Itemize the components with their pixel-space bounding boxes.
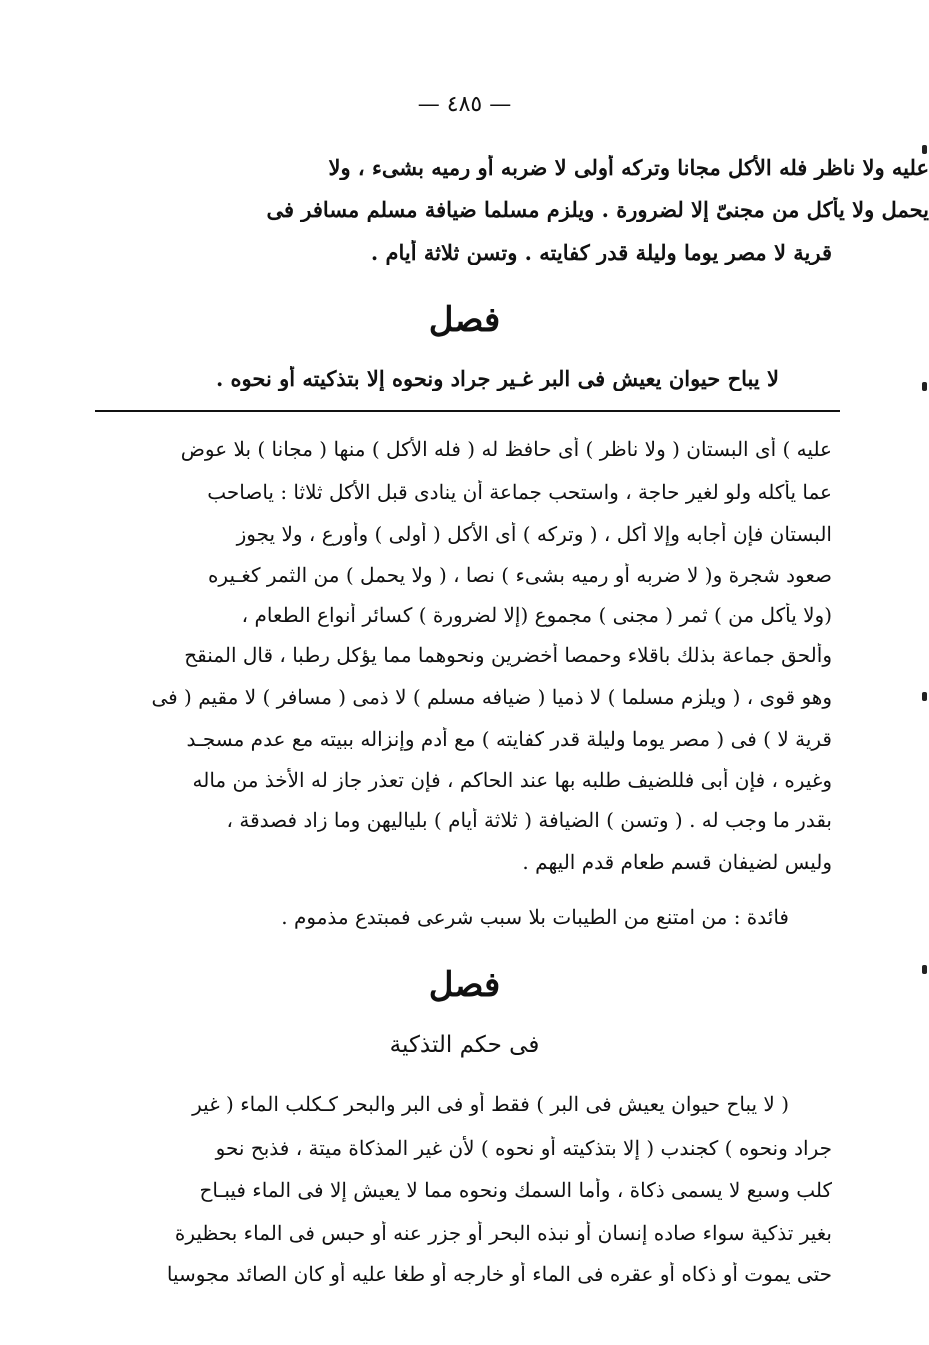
commentary-line: صعود شجرة و( لا ضربه أو رميه بشىء ) نصا ، ( ولا يحمل ) من الثمر كغـيره	[207, 563, 832, 587]
page-number: — ٤٨٥ —	[417, 92, 512, 117]
commentary-line: عليه ) أى البستان ( ولا ناظر ) أى حافظ له ( فله الأكل ) منها ( مجانا ) بلا عوض	[180, 437, 832, 461]
commentary-line: بقدر ما وجب له . ( وتسن ) الضيافة ( ثلاثة أيام ) بلياليهن وما زاد فصدقة ،	[226, 808, 832, 832]
commentary-line: وألحق جماعة بذلك باقلاء وحمصا أخضرين ونحوهما مما يؤكل رطبا ، قال المنقح	[184, 643, 832, 667]
section-heading: فصل	[428, 965, 501, 1005]
commentary-line: قرية لا ) فى ( مصر يوما وليلة قدر كفايته ) مع أدم وإنزاله ببيته مع عدم مسجـد	[186, 727, 832, 751]
main-text-line: قرية لا مصر يوما وليلة قدر كفايته . وتسن ثلاثة أيام .	[370, 240, 832, 265]
commentary-line: البستان فإن أجابه وإلا أكل ، ( وتركه ) أى الأكل ( أولى ) وأورع ، ولا يجوز	[236, 522, 832, 546]
main-text-line: عليه ولا ناظر فله الأكل مجانا وتركه أولى لا ضربه أو رميه بشىء ، ولا	[328, 155, 929, 180]
commentary-line: وهو قوى ، ( ويلزم مسلما ) لا ذميا ( ضيافه مسلم ) لا ذمى ( مسافر ) لا مقيم ( فى	[151, 685, 832, 709]
commentary-line: ( لا يباح حيوان يعيش فى البر ) فقط أو فى البر والبحر كـكلب الماء ( غير	[192, 1092, 789, 1116]
margin-mark	[922, 382, 927, 391]
main-text-line: يحمل ولا يأكل من مجنىّ إلا لضرورة . ويلزم مسلما ضيافة مسلم مسافر فى	[266, 197, 929, 222]
commentary-line: (ولا يأكل من ) ثمر ( مجنى ) مجموع (إلا لضرورة ) كسائر أنواع الطعام ،	[241, 603, 832, 627]
section-heading: فصل	[428, 300, 501, 340]
commentary-line: بغير تذكية سواء صاده إنسان أو نبذه البحر أو جزر عنه أو حبس فى الماء بحظيرة	[174, 1221, 832, 1245]
commentary-line: حتى يموت أو ذكاه أو عقره فى الماء أو خارجه أو طغا عليه أو كان الصائد مجوسيا	[166, 1262, 832, 1286]
commentary-line: عما يأكله ولو لغير حاجة ، واستحب جماعة أن ينادى قبل الأكل ثلاثا : ياصاحب	[207, 480, 832, 504]
section-subheading: فى حكم التذكية	[389, 1032, 540, 1058]
margin-mark	[922, 965, 927, 974]
main-text-line: لا يباح حيوان يعيش فى البر غـير جراد ونحوه إلا بتذكيته أو نحوه .	[215, 366, 779, 391]
commentary-line: وغيره ، فإن أبى فللضيف طلبه بها عند الحاكم ، فإن تعذر جاز له الأخذ من ماله	[192, 768, 832, 792]
margin-mark	[922, 145, 927, 154]
commentary-line: كلب وسبع لا يسمى ذكاة ، وأما السمك ونحوه مما لا يعيش إلا فى الماء فيبـاح	[199, 1178, 832, 1202]
margin-mark	[922, 692, 927, 701]
note-line: فائدة : من امتنع من الطيبات بلا سبب شرعى فمبتدع مذموم .	[281, 905, 789, 929]
divider-rule	[95, 410, 840, 412]
commentary-line: وليس لضيفان قسم طعام قدم اليهم .	[522, 850, 832, 874]
commentary-line: جراد ونحوه ) كجندب ( إلا بتذكيته أو نحوه ) لأن غير المذكاة ميتة ، فذبح نحو	[215, 1136, 832, 1160]
